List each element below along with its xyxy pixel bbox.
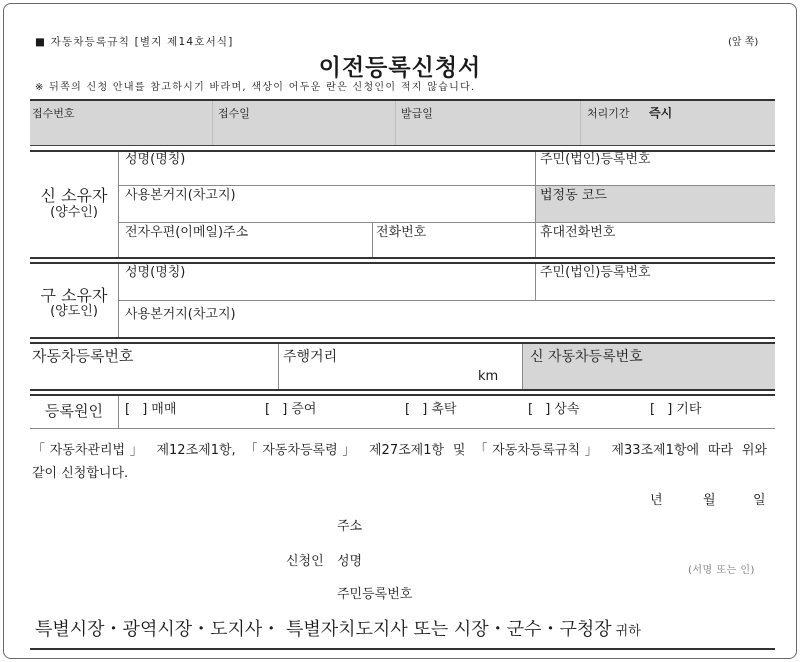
rule-receipt-top (30, 99, 775, 101)
mileage-label: 주행거리 (283, 349, 338, 365)
divider-new-owner-label (118, 152, 119, 257)
issue-date-label: 발급일 (401, 107, 433, 120)
rule-cause-bottom (30, 428, 775, 429)
rule-receipt-bottom (30, 145, 775, 146)
checkbox-sale: [ ] (125, 402, 152, 417)
form-title: 이전등록신청서 (318, 55, 482, 81)
cause-option-sale (125, 403, 176, 418)
new-reg-number-label: 신 자동차등록번호 (530, 349, 643, 365)
mileage-unit: km (478, 369, 499, 384)
cause-option-label: 기타 (676, 402, 702, 417)
cause-option-label: 상속 (554, 402, 580, 417)
rule-cause-top (30, 394, 775, 396)
divider-vehicle-2 (522, 344, 523, 389)
checkbox-inheritance: [ ] (528, 402, 555, 417)
cause-option-label: 촉탁 (431, 402, 457, 417)
new-owner-mobile-label: 휴대전화번호 (540, 225, 616, 240)
cause-option-commission (405, 403, 456, 418)
divider-new-owner-right (535, 152, 536, 257)
divider-old-owner-label (118, 264, 119, 337)
cause-option-label: 매매 (151, 402, 177, 417)
rule-old-owner-bottom (30, 337, 775, 339)
recipient-honorific: 귀하 (615, 624, 641, 639)
new-owner-address-label: 사용본거지(차고지) (125, 188, 236, 203)
applicant-name-label: 성명 (337, 554, 363, 569)
new-owner-phone-label: 전화번호 (376, 225, 427, 240)
rule-new-owner-row1 (118, 185, 775, 186)
old-owner-section-label: 구 소유자 (40, 286, 108, 305)
cause-label: 등록원인 (45, 402, 103, 420)
divider-cause-label (118, 396, 119, 428)
divider-receipt-2 (395, 101, 396, 145)
applicant-rrn-label: 주민등록번호 (337, 587, 413, 602)
checkbox-gift: [ ] (265, 402, 292, 417)
old-owner-section-sublabel: (양도인) (50, 304, 98, 319)
rule-footer (30, 648, 775, 650)
page-side-label: (앞 쪽) (728, 37, 759, 48)
new-owner-email-label: 전자우편(이메일)주소 (125, 225, 249, 240)
recipient-line (35, 620, 641, 641)
rule-vehicle-bottom (30, 389, 775, 391)
cause-option-other (650, 403, 701, 418)
rule-new-owner-bottom (30, 257, 775, 259)
declaration-line-1: 「자동차관리법」 제12조제1항, 「자동차등록령」 제27조제1항 및 「자동차등록규칙」 제33조제1항에 따라 위와 (32, 443, 767, 458)
processing-period-value: 즉시 (649, 106, 673, 120)
rule-old-owner-top (30, 262, 775, 264)
declaration-line-2: 같이 신청합니다. (32, 466, 129, 481)
checkbox-commission: [ ] (405, 402, 432, 417)
cause-option-inheritance (528, 403, 579, 418)
applicant-address-label: 주소 (337, 519, 363, 534)
receipt-date-label: 접수일 (218, 107, 250, 120)
rule-new-owner-row2 (118, 222, 775, 223)
form-notice: ※ 뒤쪽의 신청 안내를 참고하시기 바라며, 색상이 어두운 란은 신청인이 적지 않습니다. (35, 82, 476, 93)
new-owner-section-label: 신 소유자 (40, 186, 108, 205)
date-day-label: 일 (753, 493, 766, 508)
divider-old-owner-right (535, 264, 536, 300)
divider-new-owner-phone (372, 223, 373, 257)
divider-vehicle-1 (278, 344, 279, 389)
receipt-number-label: 접수번호 (32, 107, 75, 120)
signature-note: (서명 또는 인) (688, 565, 755, 576)
form-number: ■ 자동차등록규칙 [별지 제14호서식] (35, 36, 234, 48)
recipient-authorities: 특별시장・광역시장・도지사・ 특별자치도지사 또는 시장・군수・구청장 (35, 619, 612, 640)
divider-receipt-1 (212, 101, 213, 145)
date-year-label: 년 (650, 493, 663, 508)
old-owner-reg-number-label: 주민(법인)등록번호 (540, 265, 651, 280)
applicant-label: 신청인 (286, 554, 324, 569)
new-owner-reg-number-label: 주민(법인)등록번호 (540, 152, 651, 167)
old-owner-name-label: 성명(명칭) (125, 265, 186, 280)
cause-option-label: 증여 (291, 402, 317, 417)
checkbox-other: [ ] (650, 402, 677, 417)
rule-old-owner-row1 (118, 300, 775, 301)
processing-period-label: 처리기간 (587, 107, 630, 120)
new-owner-district-code-label: 법정동 코드 (540, 188, 607, 203)
cause-option-gift (265, 403, 316, 418)
vehicle-reg-number-label: 자동차등록번호 (32, 347, 134, 365)
divider-receipt-3 (580, 101, 581, 145)
new-owner-name-label: 성명(명칭) (125, 152, 186, 167)
old-owner-address-label: 사용본거지(차고지) (125, 307, 236, 322)
new-owner-section-sublabel: (양수인) (50, 205, 98, 220)
date-month-label: 월 (703, 493, 716, 508)
